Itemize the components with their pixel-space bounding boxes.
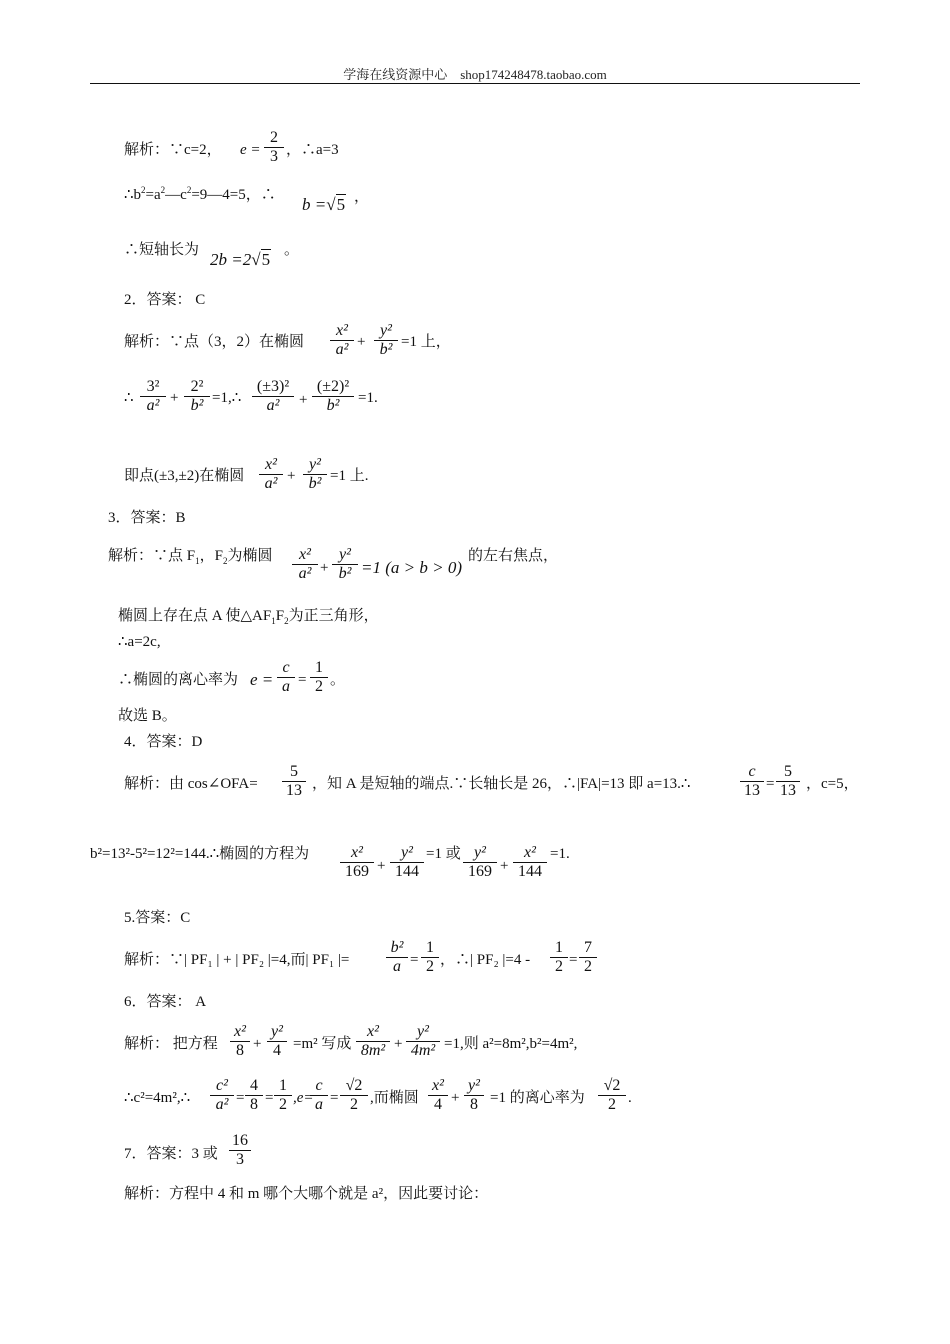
- q6-frac-sqrt2-2b: $\frac{√2}{2}$: [598, 1077, 626, 1114]
- q2-frac-pm3: $\frac{\text{(±3)²}}{\text{a²}}$: [252, 378, 294, 415]
- q3-frac-1-2: $\frac{1}{2}$: [310, 659, 328, 696]
- q2-therefore: ∴: [124, 390, 134, 406]
- q1-line1-text: 解析：∵c=2，: [124, 142, 222, 158]
- q6-frac-c-a: $\frac{c}{a}$: [310, 1077, 328, 1114]
- q6-plus: +: [451, 1090, 460, 1106]
- q6-frac-y2-4m2: $\frac{\text{y²}}{\text{4m²}}$: [406, 1023, 440, 1060]
- q3-line1-end: 的左右焦点，: [468, 548, 559, 564]
- q1-line1-result: ，∴a=3: [286, 142, 339, 158]
- q1-e-symbol: e =: [240, 142, 261, 158]
- q2-plus: +: [299, 392, 308, 408]
- q7-line1: 解析：方程中 4 和 m 哪个大哪个就是 a²，因此要讨论：: [124, 1186, 489, 1202]
- q3-frac-x2-a2: $\frac{\text{x²}}{\text{a²}}$: [292, 546, 318, 583]
- q2-line3-text: 即点(±3,±2)在椭圆: [124, 468, 245, 484]
- q5-frac-b2-a: $\frac{\text{b²}}{a}$: [386, 939, 408, 976]
- q4-line1-mid: ，知 A 是短轴的端点.∵长轴长是 26，∴|FA|=13 即 a=13.∴: [312, 776, 691, 792]
- q7-answer: 7．答案：3 或: [124, 1146, 218, 1162]
- q6-line2-end: .: [628, 1090, 632, 1106]
- q5-frac-7-2: $\frac{7}{2}$: [579, 939, 597, 976]
- q2-answer: 2．答案： C: [124, 292, 206, 308]
- q1-short-axis-value: 2b =2√5: [210, 250, 271, 269]
- q6-frac-x2-4: $\frac{\text{x²}}{4}$: [428, 1077, 448, 1114]
- q3-line4-text: ∴椭圆的离心率为: [118, 672, 239, 688]
- q2-frac-y2-b2: $\frac{\text{y²}}{\text{b²}}$: [303, 456, 327, 493]
- q6-line1-mid: =m² 写成: [293, 1036, 352, 1052]
- q3-condition: =1 (a > b > 0): [361, 558, 462, 577]
- q2-frac-x2-a2: $\frac{\text{x²}}{\text{a²}}$: [330, 322, 354, 359]
- q3-period: 。: [330, 672, 346, 688]
- q4-frac-y2-144: $\frac{\text{y²}}{144}$: [390, 844, 424, 881]
- q4-plus: +: [377, 858, 386, 874]
- q1-comma: ，: [354, 189, 370, 205]
- q6-line1-text: 解析： 把方程: [124, 1036, 218, 1052]
- q4-line1-end: ，c=5，: [806, 776, 859, 792]
- q6-plus: +: [394, 1036, 403, 1052]
- q2-plus: +: [357, 334, 366, 350]
- q6-frac-x2-8: $\frac{\text{x²}}{8}$: [230, 1023, 250, 1060]
- q6-e-label: ,e=: [293, 1090, 314, 1106]
- q2-line1-end: =1 上，: [401, 334, 451, 350]
- q1-fraction-2-3: [264, 129, 284, 166]
- q3-line2: 椭圆上存在点 A 使$\triangle AF_1F_2$为正三角形，: [118, 608, 379, 626]
- q1-b-equals: b =√5: [302, 195, 346, 214]
- q6-line2-text: ∴c²=4m²,∴: [124, 1090, 191, 1106]
- q3-frac-y2-b2: $\frac{\text{y²}}{\text{b²}}$: [332, 546, 358, 583]
- q6-frac-4-8: $\frac{4}{8}$: [245, 1077, 263, 1114]
- q6-line2-mid: ,而椭圆: [370, 1090, 419, 1106]
- q5-line1-text: 解析：∵| PF₁ | + | PF₂ |=4,而| PF₁ |=: [124, 952, 350, 968]
- q6-line1-end: =1,则 a²=8m²,b²=4m²,: [444, 1036, 578, 1052]
- q3-equals: =: [298, 672, 307, 688]
- q6-frac-y2-4: $\frac{\text{y²}}{4}$: [267, 1023, 287, 1060]
- q3-plus: +: [320, 560, 329, 576]
- q4-line2-end: =1.: [550, 846, 570, 862]
- q6-answer: 6．答案： A: [124, 994, 207, 1010]
- q2-frac-pm2: $\frac{\text{(±2)²}}{\text{b²}}$: [312, 378, 354, 415]
- page-header: 学海在线资源中心 shop174248478.taobao.com: [343, 67, 607, 82]
- q6-frac-1-2: $\frac{1}{2}$: [274, 1077, 292, 1114]
- q3-line5: 故选 B。: [118, 708, 177, 724]
- q5-line1-mid: ，∴| PF₂ |=4 -: [440, 952, 531, 968]
- q6-line2-mid2: =1 的离心率为: [490, 1090, 585, 1106]
- q5-frac-1-2: $\frac{1}{2}$: [421, 939, 439, 976]
- q6-frac-sqrt2-2: $\frac{√2}{2}$: [340, 1077, 368, 1114]
- q3-e-symbol: e =: [250, 670, 274, 689]
- numerator: 2: [264, 129, 284, 148]
- q5-answer: 5.答案：C: [124, 910, 191, 926]
- q1-period: 。: [284, 242, 300, 258]
- denominator: 3: [270, 148, 278, 165]
- q2-line2-mid: =1,∴: [212, 390, 242, 406]
- q6-plus: +: [253, 1036, 262, 1052]
- q1-line2: $\therefore b^2=a^2—c^2=9—4=5$，∴: [124, 185, 276, 203]
- q4-answer: 4．答案：D: [124, 734, 203, 750]
- q3-line3: ∴a=2c,: [118, 634, 161, 650]
- q4-line1-text: 解析：由 cos∠OFA=: [124, 776, 258, 792]
- q6-frac-c2-a2: $\frac{\text{c²}}{\text{a²}}$: [210, 1077, 234, 1114]
- q4-frac-5-13b: $\frac{5}{13}$: [776, 763, 800, 800]
- q6-eq: =: [265, 1090, 274, 1106]
- q4-frac-x2-144: $\frac{\text{x²}}{144}$: [513, 844, 547, 881]
- q6-frac-y2-8: $\frac{\text{y²}}{8}$: [464, 1077, 484, 1114]
- q4-frac-5-13: $\frac{5}{13}$: [282, 763, 306, 800]
- q2-plus: +: [170, 390, 179, 406]
- q4-line2-mid: =1 或: [426, 846, 461, 862]
- header-rule: [90, 83, 860, 84]
- q2-plus: +: [287, 468, 296, 484]
- q4-frac-y2-169: $\frac{\text{y²}}{169}$: [463, 844, 497, 881]
- q5-equals: =: [410, 952, 419, 968]
- q2-frac-32-a2: $\frac{\text{3²}}{\text{a²}}$: [140, 378, 166, 415]
- q4-plus: +: [500, 858, 509, 874]
- q2-frac-y2-b2: $\frac{\text{y²}}{\text{b²}}$: [374, 322, 398, 359]
- q3-answer: 3．答案：B: [108, 510, 186, 526]
- q4-frac-x2-169: $\frac{\text{x²}}{169}$: [340, 844, 374, 881]
- q2-line1-text: 解析：∵点（3，2）在椭圆: [124, 334, 305, 350]
- q6-eq: =: [236, 1090, 245, 1106]
- q6-eq: =: [330, 1090, 339, 1106]
- q4-frac-c-13: $\frac{c}{13}$: [740, 763, 764, 800]
- q2-frac-x2-a2: $\frac{\text{x²}}{\text{a²}}$: [259, 456, 283, 493]
- q5-equals2: =: [569, 952, 578, 968]
- q4-equals: =: [766, 776, 775, 792]
- q3-line1-text: 解析：∵点 $F_1$，$F_2$为椭圆: [108, 548, 273, 566]
- q3-frac-c-a: $\frac{c}{a}$: [277, 659, 295, 696]
- q1-line3-text: ∴短轴长为: [124, 242, 200, 258]
- q2-frac-22-b2: $\frac{\text{2²}}{\text{b²}}$: [184, 378, 210, 415]
- q2-line2-end: =1.: [358, 390, 378, 406]
- q7-frac-16-3: $\frac{16}{3}$: [229, 1132, 251, 1169]
- q4-line2-text: b²=13²-5²=12²=144.∴椭圆的方程为: [90, 846, 310, 862]
- q2-line3-end: =1 上.: [330, 468, 369, 484]
- q6-frac-x2-8m2: $\frac{\text{x²}}{\text{8m²}}$: [356, 1023, 390, 1060]
- q5-frac-1-2b: $\frac{1}{2}$: [550, 939, 568, 976]
